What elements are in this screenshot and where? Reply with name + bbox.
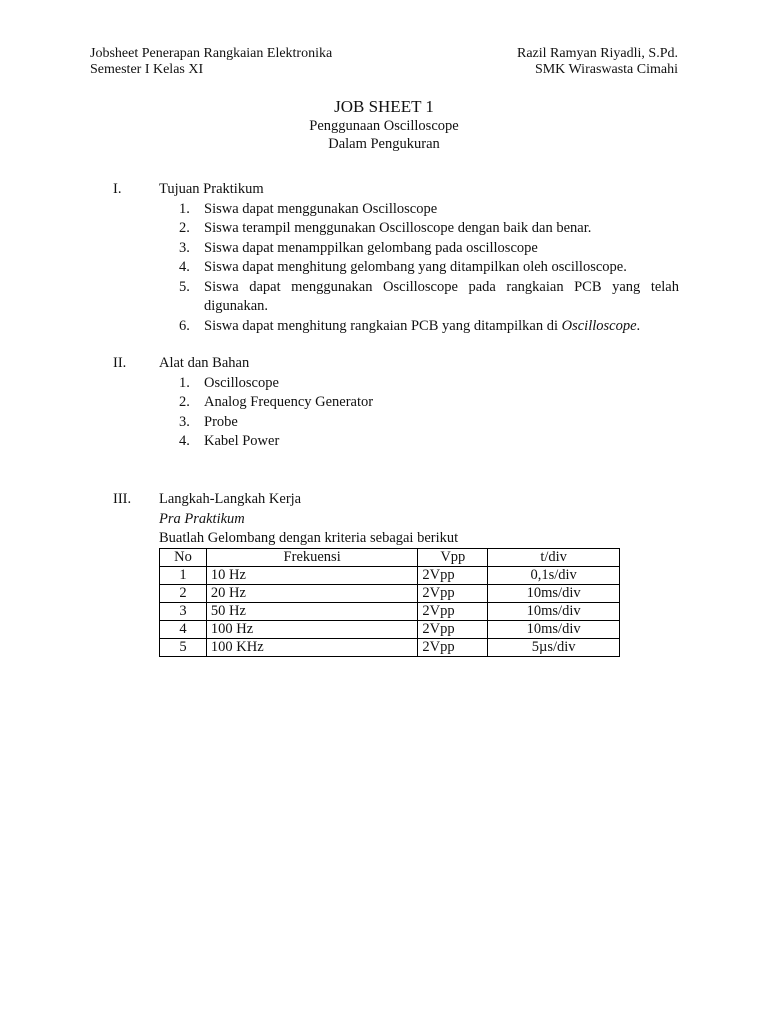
list-item-text-continued: digunakan. [204,298,269,314]
table-row [160,567,620,585]
list-item-text: Analog Frequency Generator [204,394,374,410]
list-item [179,219,679,239]
section-numeral-3: III. [113,491,132,507]
subtitle-line1: Penggunaan Oscilloscope [309,118,459,134]
list-item [179,258,679,278]
table-row [160,621,620,639]
cell-no: 3 [160,603,207,621]
table-row [160,585,620,603]
list-item [179,432,679,452]
list-item-number: 4. [179,433,190,449]
cell-vpp: 2Vpp [418,567,488,585]
column-header-no: No [160,549,207,567]
section-langkah [159,490,679,549]
page-title: JOB SHEET 1 [334,97,434,116]
cell-no: 5 [160,639,207,657]
section-numeral-2: II. [113,355,127,371]
section-numeral-1: I. [113,181,122,197]
list-item-number: 1. [179,200,190,217]
cell-tdiv: 0,1s/div [488,567,620,585]
cell-tdiv: 5µs/div [488,639,620,657]
list-item-number: 2. [179,394,190,410]
cell-no: 4 [160,621,207,639]
cell-no: 1 [160,567,207,585]
list-item-text: Siswa dapat menghitung rangkaian PCB yang ditampilkan di [204,317,562,334]
cell-vpp: 2Vpp [418,621,488,639]
header-right-line2: SMK Wiraswasta Cimahi [534,62,678,77]
cell-tdiv: 10ms/div [488,621,620,639]
list-item-number: 5. [179,278,190,295]
section-tujuan [159,180,679,336]
list-item-number: 3. [179,239,190,256]
section-heading-2: Alat dan Bahan [159,355,250,371]
title-block [0,97,768,153]
list-item [179,413,679,433]
list-item [179,393,679,413]
list-item-text: Kabel Power [204,433,280,449]
cell-frekuensi: 10 Hz [206,567,417,585]
subtitle-line2: Dalam Pengukuran [328,136,440,152]
alat-list [179,374,679,452]
list-item [179,374,679,394]
column-header-tdiv: t/div [488,549,620,567]
cell-frekuensi: 100 KHz [206,639,417,657]
list-item-number: 4. [179,259,190,275]
tujuan-list [179,200,679,337]
table-row [160,639,620,657]
section-subheading [159,510,679,530]
header-left [90,46,332,78]
list-item-text-suffix: . [636,317,641,334]
list-item-number: 6. [179,317,190,334]
table-header-row [160,549,620,567]
header-left-line1: Jobsheet Penerapan Rangkaian Elektronika [90,46,333,61]
list-item [179,200,679,220]
cell-tdiv: 10ms/div [488,603,620,621]
criteria-table [159,548,620,657]
list-item-text-italic: Oscilloscope [561,317,637,334]
page-subtitle [0,117,768,153]
section-intro: Buatlah Gelombang dengan kriteria sebagai berikut [159,530,459,546]
list-item-text: Siswa dapat menggunakan Oscilloscope [204,200,438,217]
list-item-number: 1. [179,374,190,391]
cell-tdiv: 10ms/div [488,585,620,603]
section-alat [159,354,679,452]
subheading-italic: Pra Praktikum [159,510,245,527]
header-right [517,46,678,78]
cell-vpp: 2Vpp [418,639,488,657]
list-item-text: Siswa terampil menggunakan Oscilloscope dengan baik dan benar. [204,220,592,236]
list-item-number: 2. [179,220,190,236]
column-header-vpp: Vpp [418,549,488,567]
list-item [179,239,679,259]
cell-no: 2 [160,585,207,603]
cell-vpp: 2Vpp [418,603,488,621]
cell-frekuensi: 20 Hz [206,585,417,603]
list-item-number: 3. [179,413,190,430]
list-item-text: Probe [204,413,238,430]
list-item-text: Siswa dapat menghitung gelombang yang ditampilkan oleh oscilloscope. [204,259,627,275]
section-heading-1: Tujuan Praktikum [159,181,264,197]
list-item-text: Siswa dapat menggunakan Oscilloscope pada rangkaian PCB yang telah [204,278,679,295]
section-heading-3: Langkah-Langkah Kerja [159,491,302,507]
table-row [160,603,620,621]
list-item [179,317,679,337]
cell-vpp: 2Vpp [418,585,488,603]
list-item-text: Siswa dapat menamppilkan gelombang pada oscilloscope [204,239,538,256]
header-left-line2: Semester I Kelas XI [90,62,204,77]
list-item [179,278,679,317]
header-right-line1: Razil Ramyan Riyadli, S.Pd. [517,46,678,61]
column-header-frekuensi: Frekuensi [206,549,417,567]
list-item-text: Oscilloscope [204,374,279,391]
cell-frekuensi: 50 Hz [206,603,417,621]
cell-frekuensi: 100 Hz [206,621,417,639]
